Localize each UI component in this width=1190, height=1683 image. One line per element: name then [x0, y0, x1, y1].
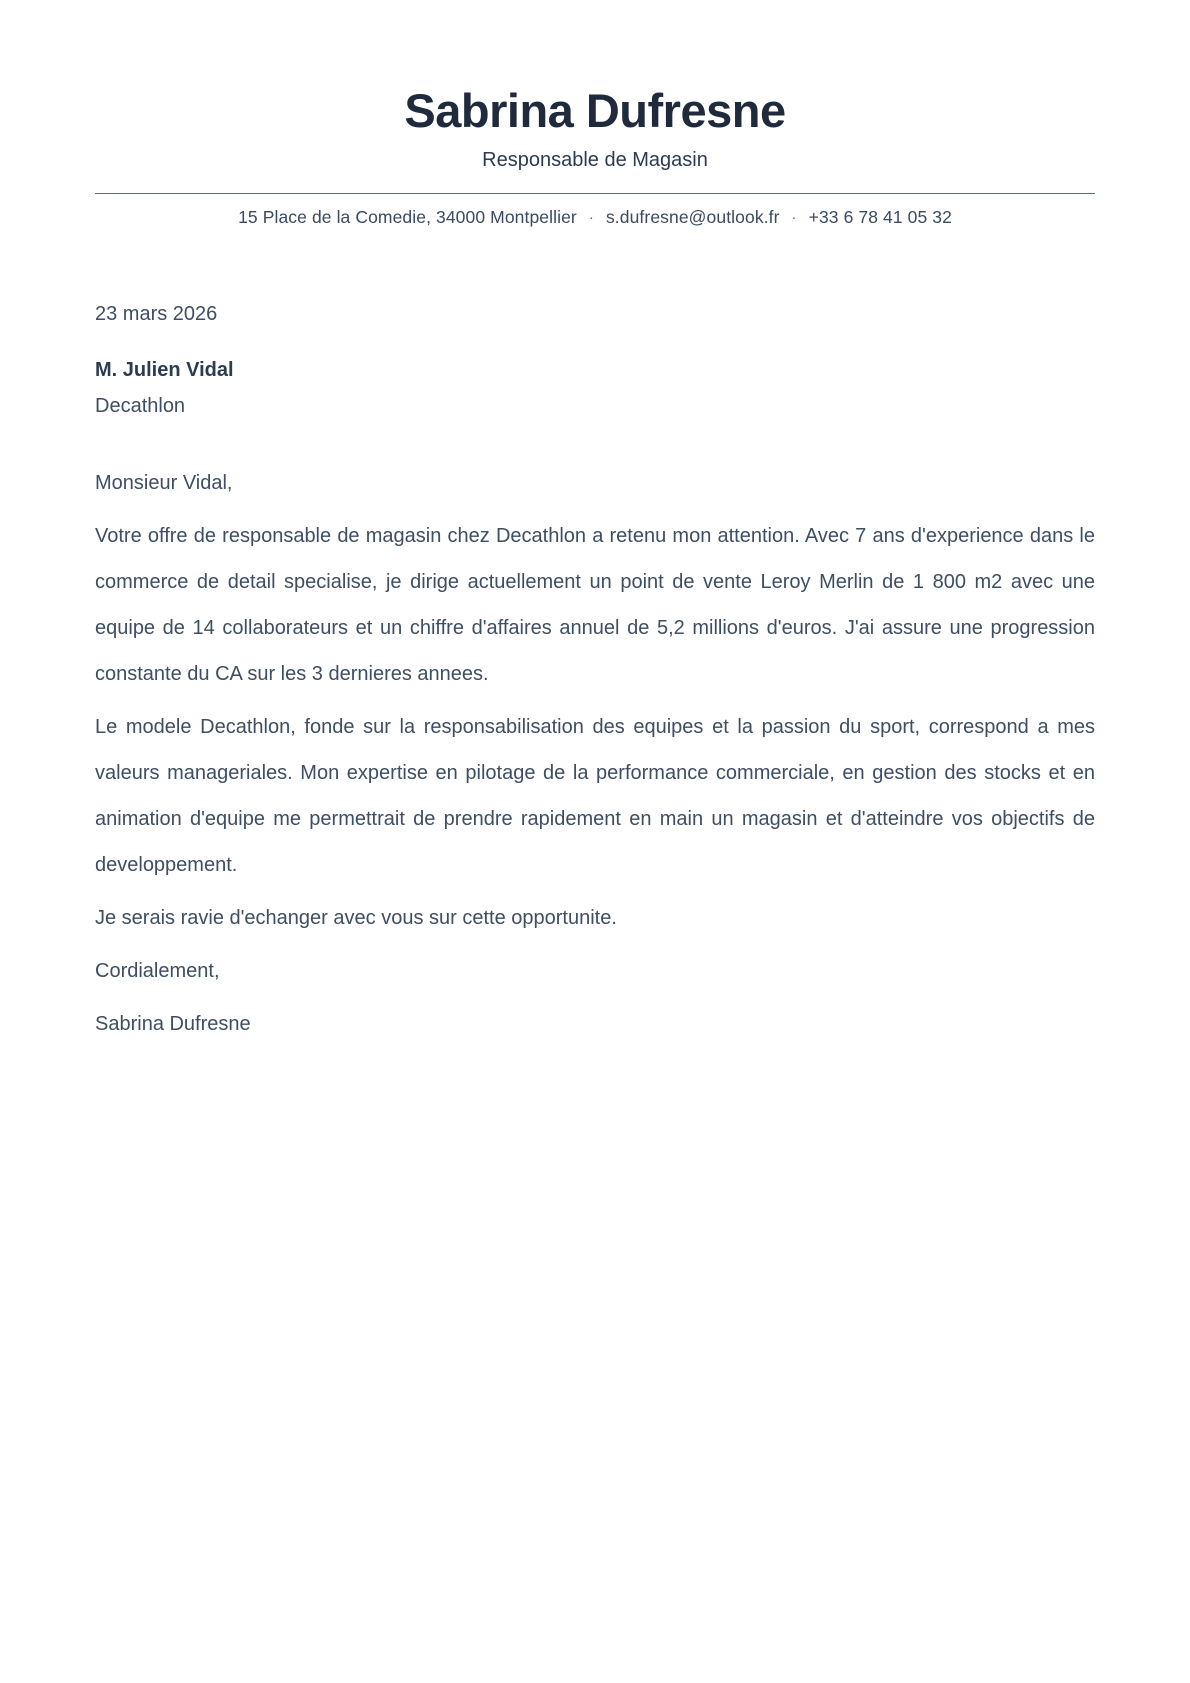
paragraph-1: Votre offre de responsable de magasin chez Decathlon a retenu mon attention. Avec 7 ans d'experience dans le commerce de detail specialise, je dirige actuellement un point de vente Leroy Merlin de 1 800 m2 avec une equipe de 14 collaborateurs et un chiffre d'affaires annuel de 5,2 millions d'euros. J'ai assure une progression constante du CA sur les 3 dernieres annees.	[95, 525, 1095, 686]
applicant-name: Sabrina Dufresne	[404, 84, 786, 137]
paragraph-2: Le modele Decathlon, fonde sur la responsabilisation des equipes et la passion du sport, correspond a mes valeurs manageriales. Mon expertise en pilotage de la performance commerciale, en gestion des stocks et en animation d'equipe me permettrait de prendre rapidement en main un magasin et d'atteindre vos objectifs de developpement.	[95, 716, 1095, 877]
salutation: Monsieur Vidal,	[95, 472, 233, 495]
signature-name: Sabrina Dufresne	[95, 1013, 251, 1036]
contact-email: s.dufresne@outlook.fr	[605, 207, 780, 228]
closing-phrase: Cordialement,	[95, 960, 220, 983]
letter-header	[95, 84, 1095, 228]
recipient-company: Decathlon	[95, 395, 186, 418]
letter-content	[95, 302, 1095, 1047]
contact-separator-dot: ·	[588, 209, 594, 227]
recipient-block	[95, 352, 1095, 424]
header-divider	[95, 193, 1095, 194]
contact-phone: +33 6 78 41 05 32	[808, 207, 952, 228]
paragraph-3: Je serais ravie d'echanger avec vous sur cette opportunite.	[95, 907, 617, 930]
contact-address: 15 Place de la Comedie, 34000 Montpellier	[238, 207, 577, 228]
contact-line	[95, 207, 1095, 228]
letter-date: 23 mars 2026	[95, 303, 218, 326]
applicant-job-title: Responsable de Magasin	[482, 149, 708, 172]
contact-separator-dot: ·	[791, 209, 797, 227]
recipient-name: M. Julien Vidal	[95, 359, 234, 382]
letter-body	[95, 460, 1095, 1047]
